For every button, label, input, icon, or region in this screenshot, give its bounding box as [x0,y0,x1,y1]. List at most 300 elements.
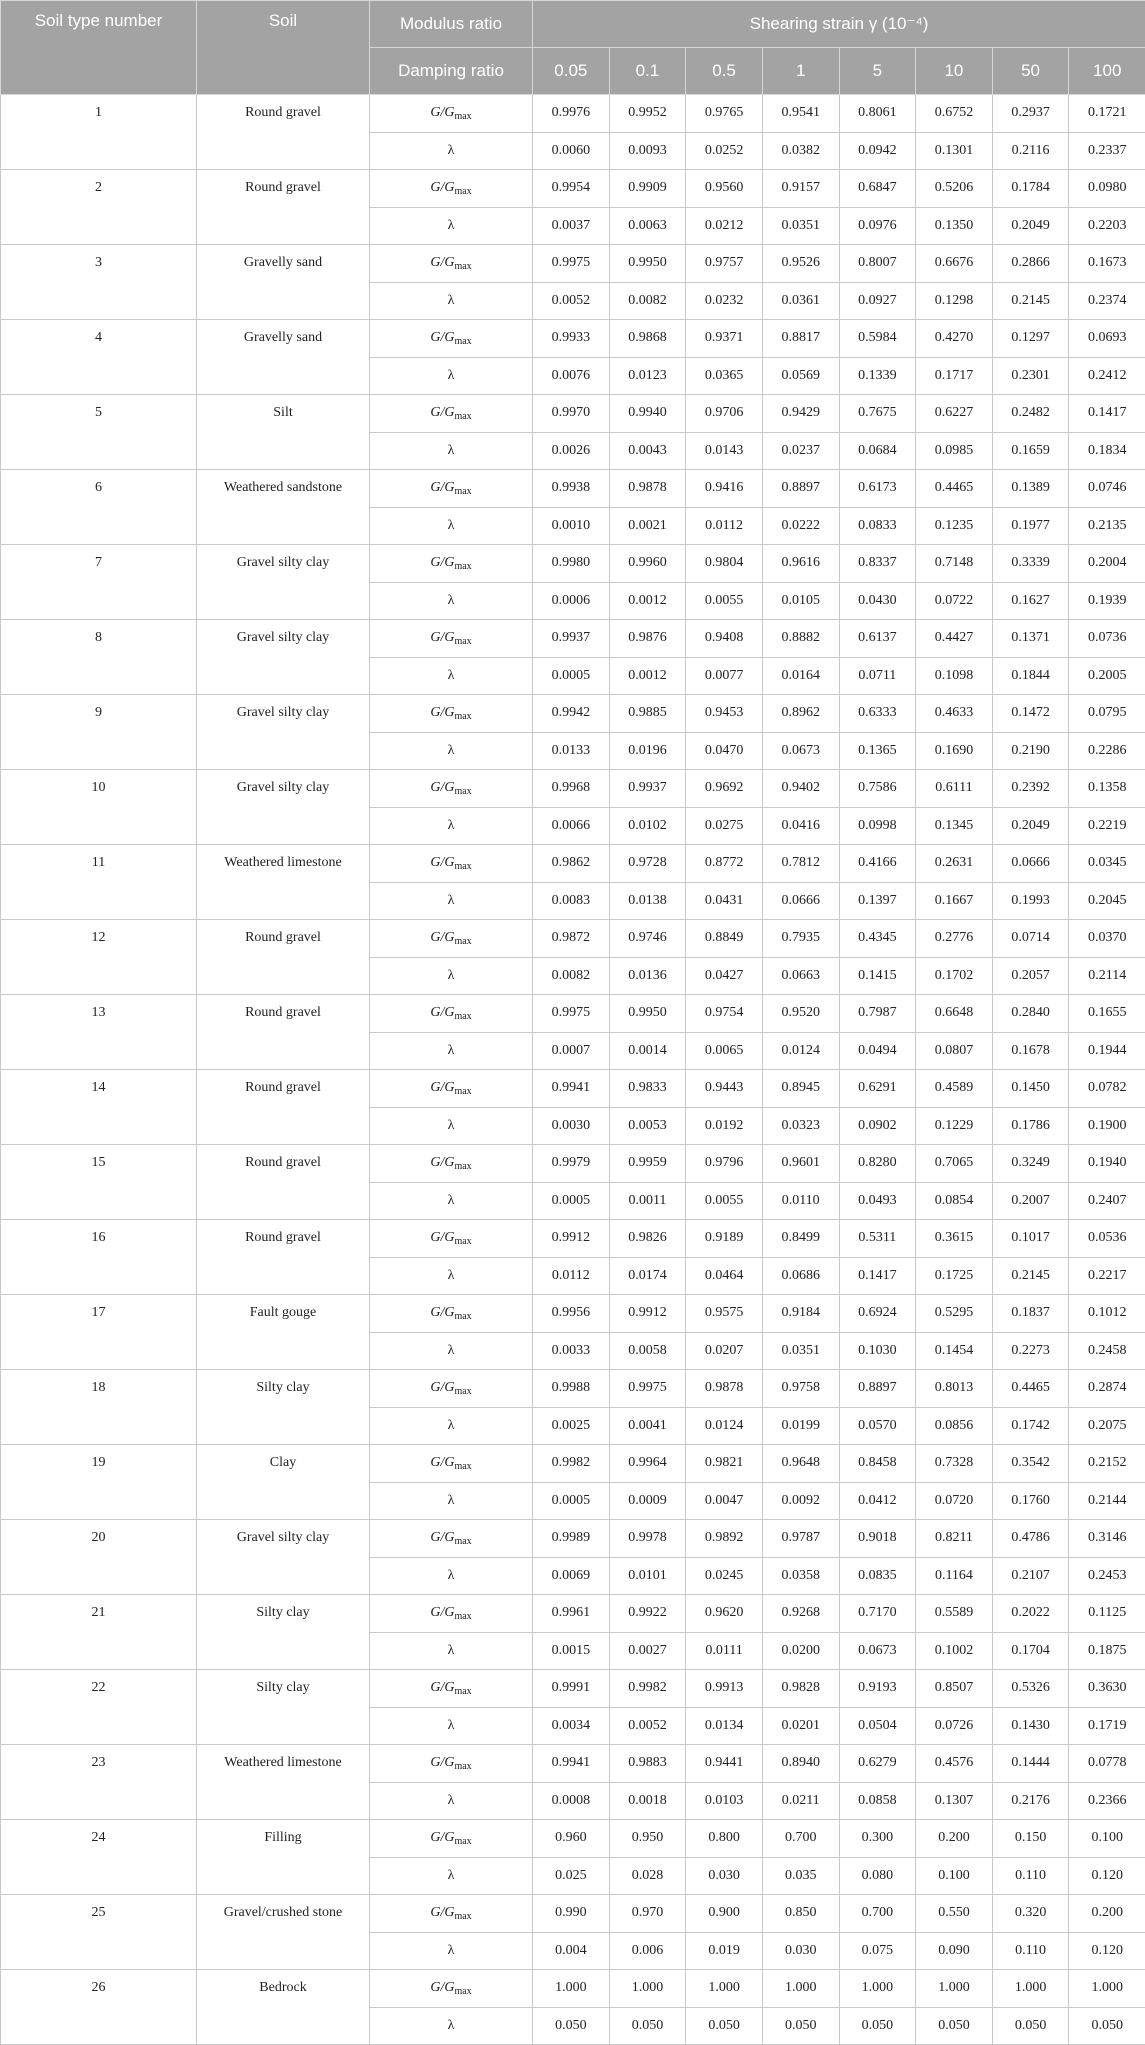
damping-value-cell: 0.0673 [839,1632,916,1670]
damping-value-cell: 0.0942 [839,132,916,170]
header-shearing-strain: Shearing strain γ (10⁻⁴) [533,1,1145,48]
damping-value-cell: 0.0058 [609,1332,686,1370]
damping-value-cell: 0.0005 [533,657,610,695]
table-row [1,845,1145,883]
damping-value-cell: 0.006 [609,1932,686,1970]
modulus-subscript: max [454,1386,471,1397]
modulus-subscript: max [454,186,471,197]
modulus-value-cell: 0.9912 [609,1295,686,1333]
modulus-value-cell: 0.9526 [762,245,839,283]
damping-value-cell: 0.0431 [686,882,763,920]
modulus-value-cell: 0.9184 [762,1295,839,1333]
modulus-value-cell: 0.5326 [992,1670,1069,1708]
damping-value-cell: 0.0102 [609,807,686,845]
damping-value-cell: 0.0021 [609,507,686,545]
damping-ratio-label: λ [370,582,533,620]
modulus-value-cell: 0.6227 [916,395,993,433]
header-soil-type-number: Soil type number [1,1,197,95]
modulus-value-cell: 0.700 [839,1895,916,1933]
modulus-value-cell: 0.9018 [839,1520,916,1558]
modulus-value-cell: 0.9989 [533,1520,610,1558]
soil-type-number-cell: 4 [1,320,197,395]
modulus-value-cell: 0.200 [1069,1895,1145,1933]
soil-name-cell: Clay [197,1445,370,1520]
modulus-subscript: max [454,261,471,272]
damping-value-cell: 0.0077 [686,657,763,695]
modulus-value-cell: 0.3542 [992,1445,1069,1483]
soil-type-number-cell: 20 [1,1520,197,1595]
damping-value-cell: 0.028 [609,1857,686,1895]
modulus-value-cell: 0.0746 [1069,470,1145,508]
modulus-subscript: max [454,861,471,872]
modulus-value-cell: 0.9892 [686,1520,763,1558]
modulus-value-cell: 0.7987 [839,995,916,1033]
soil-name-cell: Gravel silty clay [197,620,370,695]
modulus-value-cell: 0.9193 [839,1670,916,1708]
modulus-symbol: G/G [430,105,454,120]
modulus-ratio-label [370,1445,533,1483]
table-row [1,95,1145,133]
modulus-ratio-label [370,1970,533,2008]
modulus-value-cell: 0.8013 [916,1370,993,1408]
damping-value-cell: 0.0110 [762,1182,839,1220]
modulus-subscript: max [454,1686,471,1697]
damping-value-cell: 0.0351 [762,207,839,245]
modulus-value-cell: 0.3146 [1069,1520,1145,1558]
damping-ratio-label: λ [370,432,533,470]
damping-value-cell: 0.1339 [839,357,916,395]
soil-name-cell: Gravel silty clay [197,1520,370,1595]
damping-value-cell: 0.0207 [686,1332,763,1370]
damping-value-cell: 0.0720 [916,1482,993,1520]
soil-type-number-cell: 13 [1,995,197,1070]
modulus-value-cell: 0.9933 [533,320,610,358]
modulus-value-cell: 0.320 [992,1895,1069,1933]
damping-value-cell: 0.1002 [916,1632,993,1670]
soil-type-number-cell: 5 [1,395,197,470]
modulus-value-cell: 0.970 [609,1895,686,1933]
damping-value-cell: 0.0200 [762,1632,839,1670]
modulus-ratio-label [370,95,533,133]
modulus-symbol: G/G [430,1455,454,1470]
modulus-value-cell: 0.9941 [533,1745,610,1783]
modulus-value-cell: 0.4345 [839,920,916,958]
modulus-subscript: max [454,1086,471,1097]
damping-value-cell: 0.2107 [992,1557,1069,1595]
damping-value-cell: 0.0083 [533,882,610,920]
modulus-value-cell: 0.9453 [686,695,763,733]
modulus-symbol: G/G [430,1755,454,1770]
modulus-ratio-label [370,1520,533,1558]
damping-value-cell: 0.1350 [916,207,993,245]
damping-value-cell: 0.0569 [762,357,839,395]
modulus-symbol: G/G [430,1005,454,1020]
modulus-value-cell: 0.4427 [916,620,993,658]
table-row [1,1070,1145,1108]
soil-type-number-cell: 26 [1,1970,197,2045]
soil-name-cell: Gravel/crushed stone [197,1895,370,1970]
modulus-subscript: max [454,936,471,947]
table-row [1,995,1145,1033]
modulus-value-cell: 0.9950 [609,995,686,1033]
modulus-value-cell: 1.000 [1069,1970,1145,2008]
damping-value-cell: 0.0252 [686,132,763,170]
soil-name-cell: Round gravel [197,1070,370,1145]
damping-value-cell: 0.0275 [686,807,763,845]
modulus-symbol: G/G [430,1530,454,1545]
modulus-value-cell: 0.9575 [686,1295,763,1333]
damping-value-cell: 0.0807 [916,1032,993,1070]
modulus-value-cell: 0.9950 [609,245,686,283]
modulus-value-cell: 0.9982 [533,1445,610,1483]
damping-value-cell: 0.0103 [686,1782,763,1820]
modulus-subscript: max [454,1836,471,1847]
modulus-value-cell: 0.9942 [533,695,610,733]
damping-value-cell: 0.1667 [916,882,993,920]
modulus-value-cell: 0.9956 [533,1295,610,1333]
modulus-symbol: G/G [430,1080,454,1095]
header-strain-3: 1 [762,48,839,95]
modulus-value-cell: 0.0536 [1069,1220,1145,1258]
modulus-subscript: max [454,411,471,422]
damping-value-cell: 0.2049 [992,207,1069,245]
modulus-value-cell: 0.9959 [609,1145,686,1183]
modulus-value-cell: 0.8849 [686,920,763,958]
soil-name-cell: Round gravel [197,1145,370,1220]
modulus-value-cell: 0.2392 [992,770,1069,808]
modulus-value-cell: 0.9796 [686,1145,763,1183]
damping-value-cell: 0.0124 [686,1407,763,1445]
modulus-value-cell: 1.000 [686,1970,763,2008]
modulus-value-cell: 0.1940 [1069,1145,1145,1183]
modulus-ratio-label [370,470,533,508]
modulus-value-cell: 0.2840 [992,995,1069,1033]
modulus-value-cell: 0.1017 [992,1220,1069,1258]
modulus-ratio-label [370,545,533,583]
modulus-value-cell: 1.000 [992,1970,1069,2008]
modulus-value-cell: 0.0795 [1069,695,1145,733]
damping-value-cell: 0.0856 [916,1407,993,1445]
damping-value-cell: 0.0663 [762,957,839,995]
modulus-value-cell: 0.9961 [533,1595,610,1633]
modulus-value-cell: 0.9978 [609,1520,686,1558]
damping-value-cell: 0.2144 [1069,1482,1145,1520]
damping-ratio-label: λ [370,732,533,770]
modulus-value-cell: 0.9706 [686,395,763,433]
soil-type-number-cell: 18 [1,1370,197,1445]
damping-value-cell: 0.0012 [609,582,686,620]
modulus-ratio-label [370,395,533,433]
damping-value-cell: 0.2007 [992,1182,1069,1220]
damping-value-cell: 0.090 [916,1932,993,1970]
damping-value-cell: 0.0112 [533,1257,610,1295]
damping-value-cell: 0.1678 [992,1032,1069,1070]
damping-value-cell: 0.2273 [992,1332,1069,1370]
modulus-subscript: max [454,786,471,797]
modulus-value-cell: 0.9952 [609,95,686,133]
damping-value-cell: 0.0076 [533,357,610,395]
damping-value-cell: 0.0833 [839,507,916,545]
modulus-value-cell: 0.6648 [916,995,993,1033]
modulus-value-cell: 1.000 [916,1970,993,2008]
modulus-value-cell: 0.9960 [609,545,686,583]
damping-value-cell: 0.2135 [1069,507,1145,545]
damping-value-cell: 0.0854 [916,1182,993,1220]
damping-value-cell: 0.0570 [839,1407,916,1445]
modulus-value-cell: 0.6173 [839,470,916,508]
soil-name-cell: Weathered limestone [197,845,370,920]
damping-value-cell: 0.2301 [992,357,1069,395]
damping-value-cell: 0.0504 [839,1707,916,1745]
modulus-value-cell: 0.850 [762,1895,839,1933]
modulus-value-cell: 0.9765 [686,95,763,133]
damping-value-cell: 0.1301 [916,132,993,170]
modulus-value-cell: 0.9954 [533,170,610,208]
table-row [1,170,1145,208]
soil-type-number-cell: 15 [1,1145,197,1220]
damping-ratio-label: λ [370,2007,533,2045]
modulus-value-cell: 0.9964 [609,1445,686,1483]
modulus-value-cell: 0.4270 [916,320,993,358]
damping-value-cell: 0.0025 [533,1407,610,1445]
damping-value-cell: 0.1397 [839,882,916,920]
damping-value-cell: 0.1235 [916,507,993,545]
modulus-value-cell: 0.8061 [839,95,916,133]
damping-value-cell: 0.1834 [1069,432,1145,470]
modulus-value-cell: 0.9878 [686,1370,763,1408]
damping-value-cell: 0.0416 [762,807,839,845]
table-row [1,1295,1145,1333]
header-strain-1: 0.1 [609,48,686,95]
modulus-value-cell: 0.4465 [992,1370,1069,1408]
modulus-value-cell: 0.9828 [762,1670,839,1708]
damping-ratio-label: λ [370,957,533,995]
modulus-value-cell: 0.8897 [839,1370,916,1408]
modulus-value-cell: 0.9976 [533,95,610,133]
damping-ratio-label: λ [370,882,533,920]
modulus-value-cell: 0.9940 [609,395,686,433]
damping-value-cell: 0.2286 [1069,732,1145,770]
table-row [1,1595,1145,1633]
damping-value-cell: 0.1307 [916,1782,993,1820]
damping-value-cell: 0.0015 [533,1632,610,1670]
modulus-value-cell: 0.700 [762,1820,839,1858]
modulus-value-cell: 0.9560 [686,170,763,208]
damping-value-cell: 0.0361 [762,282,839,320]
modulus-value-cell: 0.9402 [762,770,839,808]
damping-value-cell: 0.0902 [839,1107,916,1145]
modulus-value-cell: 0.9754 [686,995,763,1033]
modulus-ratio-label [370,1595,533,1633]
damping-value-cell: 0.0033 [533,1332,610,1370]
modulus-value-cell: 0.9441 [686,1745,763,1783]
modulus-value-cell: 0.9982 [609,1670,686,1708]
damping-value-cell: 0.0138 [609,882,686,920]
soil-name-cell: Round gravel [197,1220,370,1295]
damping-value-cell: 0.1690 [916,732,993,770]
damping-value-cell: 0.0014 [609,1032,686,1070]
damping-ratio-label: λ [370,507,533,545]
modulus-value-cell: 0.800 [686,1820,763,1858]
soil-name-cell: Silty clay [197,1595,370,1670]
damping-value-cell: 0.120 [1069,1932,1145,1970]
soil-type-number-cell: 16 [1,1220,197,1295]
modulus-value-cell: 0.9868 [609,320,686,358]
soil-name-cell: Fault gouge [197,1295,370,1370]
soil-name-cell: Silty clay [197,1670,370,1745]
damping-ratio-label: λ [370,807,533,845]
modulus-ratio-label [370,995,533,1033]
damping-value-cell: 0.0684 [839,432,916,470]
modulus-value-cell: 0.1444 [992,1745,1069,1783]
modulus-ratio-label [370,1745,533,1783]
damping-value-cell: 0.004 [533,1932,610,1970]
damping-value-cell: 0.1900 [1069,1107,1145,1145]
damping-value-cell: 0.0063 [609,207,686,245]
modulus-value-cell: 0.8962 [762,695,839,733]
modulus-value-cell: 0.300 [839,1820,916,1858]
modulus-value-cell: 0.9938 [533,470,610,508]
modulus-value-cell: 0.8945 [762,1070,839,1108]
damping-value-cell: 0.0082 [533,957,610,995]
damping-value-cell: 0.030 [686,1857,763,1895]
table-row [1,920,1145,958]
modulus-value-cell: 0.9937 [609,770,686,808]
damping-value-cell: 0.0382 [762,132,839,170]
modulus-value-cell: 0.7170 [839,1595,916,1633]
modulus-value-cell: 0.4465 [916,470,993,508]
modulus-symbol: G/G [430,555,454,570]
damping-value-cell: 0.1717 [916,357,993,395]
damping-value-cell: 0.0222 [762,507,839,545]
soil-type-number-cell: 6 [1,470,197,545]
damping-value-cell: 0.0030 [533,1107,610,1145]
soil-type-number-cell: 9 [1,695,197,770]
damping-ratio-label: λ [370,132,533,170]
modulus-value-cell: 0.7328 [916,1445,993,1483]
header-soil: Soil [197,1,370,95]
damping-value-cell: 0.1760 [992,1482,1069,1520]
table-row [1,1970,1145,2008]
modulus-value-cell: 0.9541 [762,95,839,133]
modulus-value-cell: 0.8458 [839,1445,916,1483]
soil-name-cell: Round gravel [197,95,370,170]
soil-type-number-cell: 24 [1,1820,197,1895]
modulus-value-cell: 0.8940 [762,1745,839,1783]
modulus-value-cell: 0.990 [533,1895,610,1933]
modulus-ratio-label [370,1070,533,1108]
modulus-value-cell: 0.9429 [762,395,839,433]
modulus-value-cell: 0.8897 [762,470,839,508]
modulus-ratio-label [370,845,533,883]
damping-value-cell: 0.0245 [686,1557,763,1595]
table-row [1,1220,1145,1258]
modulus-value-cell: 0.1125 [1069,1595,1145,1633]
damping-ratio-label: λ [370,207,533,245]
table-row [1,395,1145,433]
modulus-value-cell: 0.8337 [839,545,916,583]
damping-value-cell: 0.1993 [992,882,1069,920]
damping-value-cell: 0.1725 [916,1257,993,1295]
modulus-value-cell: 0.9937 [533,620,610,658]
modulus-value-cell: 0.2776 [916,920,993,958]
modulus-value-cell: 0.1673 [1069,245,1145,283]
damping-ratio-label: λ [370,1032,533,1070]
modulus-value-cell: 1.000 [762,1970,839,2008]
damping-ratio-label: λ [370,1107,533,1145]
table-row [1,1895,1145,1933]
header-strain-5: 10 [916,48,993,95]
damping-value-cell: 0.0055 [686,582,763,620]
modulus-value-cell: 0.9648 [762,1445,839,1483]
modulus-value-cell: 0.9975 [533,995,610,1033]
modulus-ratio-label [370,920,533,958]
damping-ratio-label: λ [370,1482,533,1520]
modulus-value-cell: 0.9833 [609,1070,686,1108]
damping-value-cell: 0.050 [992,2007,1069,2045]
modulus-value-cell: 1.000 [609,1970,686,2008]
damping-value-cell: 0.0412 [839,1482,916,1520]
modulus-value-cell: 0.1417 [1069,395,1145,433]
modulus-ratio-label [370,1220,533,1258]
modulus-value-cell: 0.9876 [609,620,686,658]
damping-value-cell: 0.1944 [1069,1032,1145,1070]
soil-type-number-cell: 25 [1,1895,197,1970]
modulus-symbol: G/G [430,1830,454,1845]
modulus-value-cell: 0.9980 [533,545,610,583]
damping-value-cell: 0.025 [533,1857,610,1895]
modulus-value-cell: 0.1784 [992,170,1069,208]
soil-name-cell: Gravelly sand [197,245,370,320]
soil-name-cell: Round gravel [197,920,370,995]
modulus-value-cell: 0.550 [916,1895,993,1933]
modulus-value-cell: 0.3630 [1069,1670,1145,1708]
damping-ratio-label: λ [370,1182,533,1220]
damping-value-cell: 0.0711 [839,657,916,695]
table-header [1,1,1145,95]
modulus-value-cell: 0.1655 [1069,995,1145,1033]
damping-value-cell: 0.050 [916,2007,993,2045]
damping-value-cell: 0.2114 [1069,957,1145,995]
modulus-ratio-label [370,1895,533,1933]
modulus-value-cell: 0.7065 [916,1145,993,1183]
modulus-value-cell: 0.9189 [686,1220,763,1258]
modulus-symbol: G/G [430,480,454,495]
damping-value-cell: 0.2374 [1069,282,1145,320]
damping-value-cell: 0.2005 [1069,657,1145,695]
modulus-value-cell: 0.2004 [1069,545,1145,583]
damping-value-cell: 0.0047 [686,1482,763,1520]
table-body [1,95,1145,2045]
soil-name-cell: Gravelly sand [197,320,370,395]
soil-type-number-cell: 12 [1,920,197,995]
modulus-value-cell: 0.9878 [609,470,686,508]
modulus-value-cell: 0.7675 [839,395,916,433]
damping-value-cell: 0.0358 [762,1557,839,1595]
modulus-value-cell: 0.1297 [992,320,1069,358]
damping-value-cell: 0.0494 [839,1032,916,1070]
damping-value-cell: 0.1030 [839,1332,916,1370]
modulus-value-cell: 0.1389 [992,470,1069,508]
damping-value-cell: 0.0673 [762,732,839,770]
damping-value-cell: 0.0134 [686,1707,763,1745]
modulus-value-cell: 0.5206 [916,170,993,208]
modulus-value-cell: 0.0782 [1069,1070,1145,1108]
modulus-symbol: G/G [430,1605,454,1620]
modulus-value-cell: 0.9371 [686,320,763,358]
modulus-value-cell: 0.960 [533,1820,610,1858]
modulus-ratio-label [370,1295,533,1333]
